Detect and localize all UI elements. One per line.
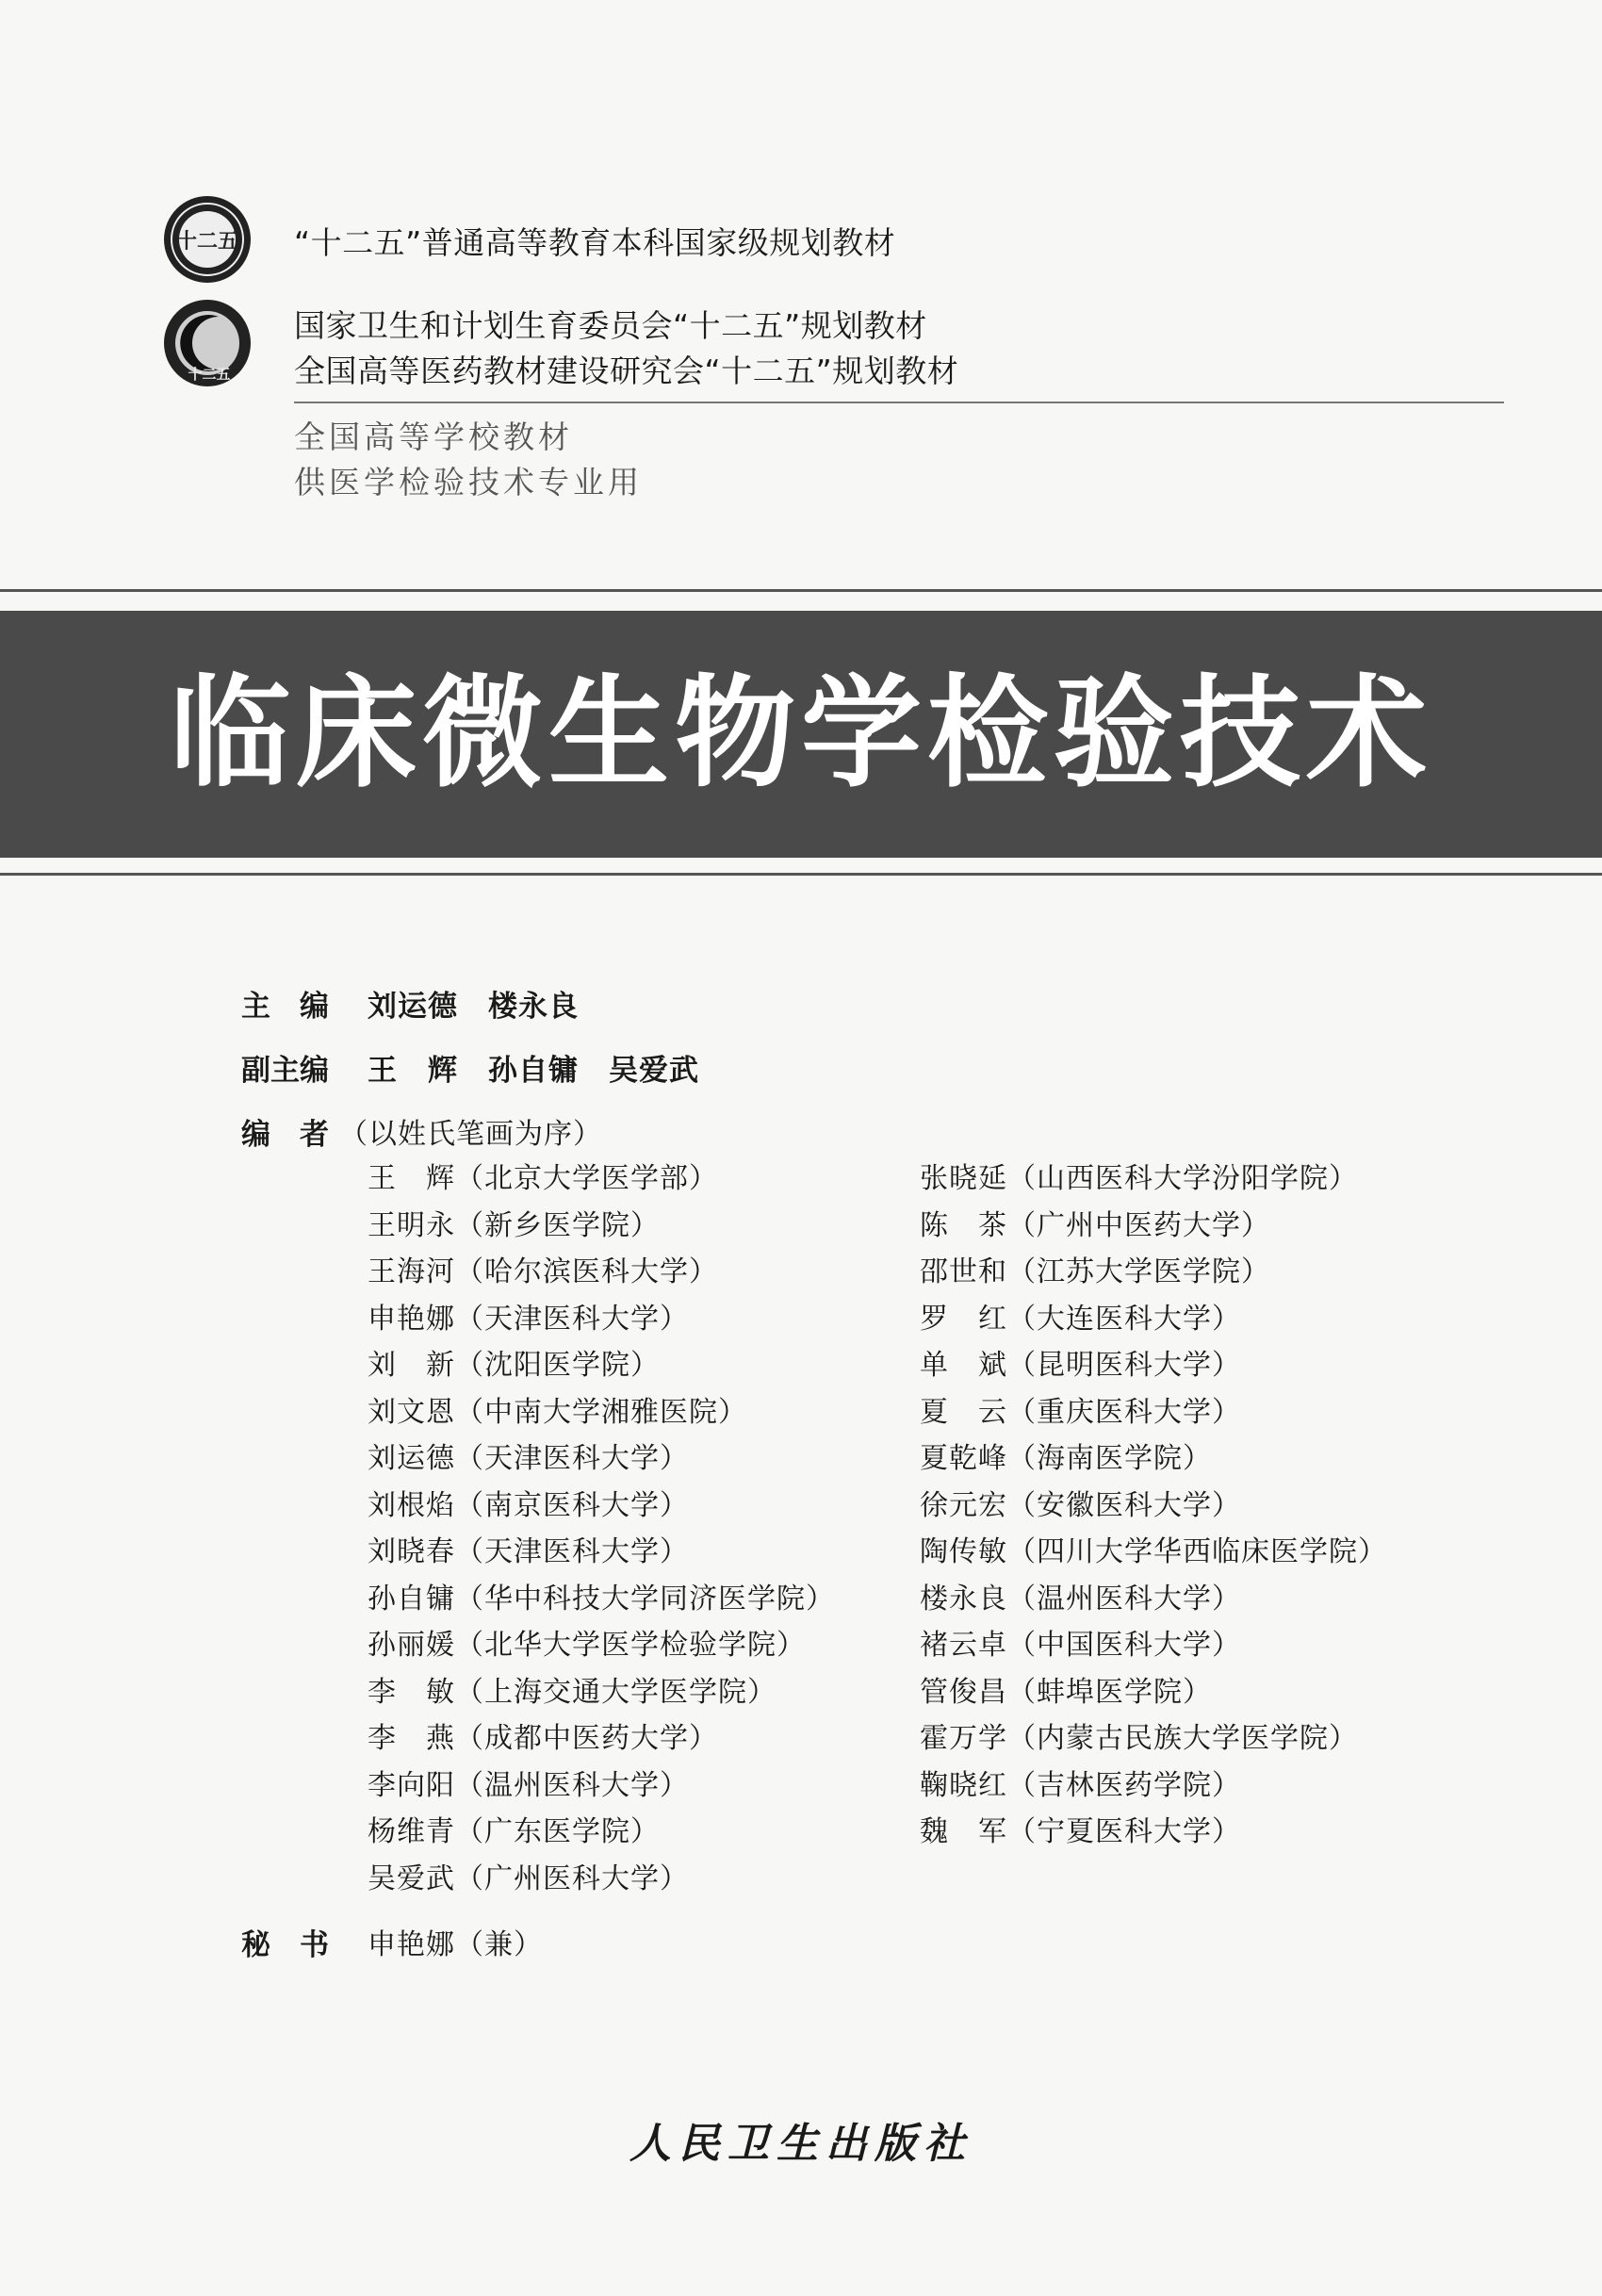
author-entry: 夏乾峰（海南医学院）: [920, 1442, 1212, 1475]
author-entry: 吴爱武（广州医科大学）: [368, 1861, 689, 1895]
publisher-name: 人民卫生出版社: [629, 2120, 973, 2168]
author-entry: 刘根焰（南京医科大学）: [368, 1488, 689, 1522]
author-entry: 孙丽媛（北华大学医学检验学院）: [368, 1629, 806, 1662]
author-entry: 褚云卓（中国医科大学）: [920, 1629, 1241, 1662]
title-band-bottom-rule: [0, 873, 1602, 876]
badge-1-text: 十二五: [175, 230, 239, 254]
author-entry: 张晓延（山西医科大学汾阳学院）: [920, 1162, 1358, 1195]
series-line-health-commission: 国家卫生和计划生育委员会“十二五”规划教材: [294, 307, 927, 344]
series-line-national: “十二五”普通高等教育本科国家级规划教材: [294, 224, 896, 261]
author-entry: 徐元宏（安徽医科大学）: [920, 1488, 1241, 1522]
national-plan-badge-icon: [160, 192, 254, 287]
author-entry: 鞠晓红（吉林医药学院）: [920, 1768, 1241, 1802]
category-line-major: 供医学检验技术专业用: [294, 464, 643, 500]
author-entry: 李向阳（温州医科大学）: [368, 1768, 689, 1802]
author-entry: 楼永良（温州医科大学）: [920, 1582, 1241, 1615]
chief-editor-names: 刘运德 楼永良: [368, 990, 579, 1024]
author-entry: 刘晓春（天津医科大学）: [368, 1535, 689, 1568]
author-entry: 王海河（哈尔滨医科大学）: [368, 1255, 718, 1288]
book-title: 临床微生物学检验技术: [169, 664, 1432, 804]
author-entry: 李 燕（成都中医药大学）: [368, 1722, 718, 1755]
author-entry: 邵世和（江苏大学医学院）: [920, 1255, 1270, 1288]
author-entry: 孙自镛（华中科技大学同济医学院）: [368, 1582, 835, 1615]
secretary-label: 秘 书: [241, 1928, 329, 1962]
authors-left-column: [368, 1156, 835, 1902]
category-line-textbook: 全国高等学校教材: [294, 418, 573, 455]
header-divider: [294, 402, 1504, 403]
health-commission-badge-icon: [160, 296, 254, 390]
authors-label: 编 者: [241, 1118, 329, 1152]
author-entry: 陈 茶（广州中医药大学）: [920, 1208, 1270, 1242]
author-entry: 管俊昌（蚌埠医学院）: [920, 1675, 1212, 1709]
deputy-editor-names: 王 辉 孙自镛 吴爱武: [368, 1054, 699, 1088]
chief-editor-label: 主 编: [241, 990, 329, 1024]
author-entry: 李 敏（上海交通大学医学院）: [368, 1675, 776, 1709]
series-line-research-society: 全国高等医药教材建设研究会“十二五”规划教材: [294, 353, 959, 389]
author-entry: 霍万学（内蒙古民族大学医学院）: [920, 1722, 1358, 1755]
authors-right-column: [920, 1156, 1387, 1856]
author-entry: 夏 云（重庆医科大学）: [920, 1395, 1241, 1429]
author-entry: 魏 军（宁夏医科大学）: [920, 1815, 1241, 1848]
author-entry: 杨维青（广东医学院）: [368, 1815, 660, 1848]
badge-2-text: 十二五: [188, 366, 231, 383]
authors-order-note: （以姓氏笔画为序）: [339, 1118, 602, 1151]
author-entry: 单 斌（昆明医科大学）: [920, 1349, 1241, 1382]
title-band-top-rule: [0, 589, 1602, 592]
author-entry: 王 辉（北京大学医学部）: [368, 1162, 718, 1195]
author-entry: 刘文恩（中南大学湘雅医院）: [368, 1395, 747, 1429]
author-entry: 王明永（新乡医学院）: [368, 1208, 660, 1242]
secretary-name: 申艳娜（兼）: [368, 1928, 543, 1961]
deputy-editor-label: 副主编: [241, 1054, 329, 1088]
author-entry: 陶传敏（四川大学华西临床医学院）: [920, 1535, 1387, 1568]
author-entry: 刘运德（天津医科大学）: [368, 1442, 689, 1475]
author-entry: 罗 红（大连医科大学）: [920, 1302, 1241, 1336]
author-entry: 刘 新（沈阳医学院）: [368, 1349, 660, 1382]
author-entry: 申艳娜（天津医科大学）: [368, 1302, 689, 1336]
